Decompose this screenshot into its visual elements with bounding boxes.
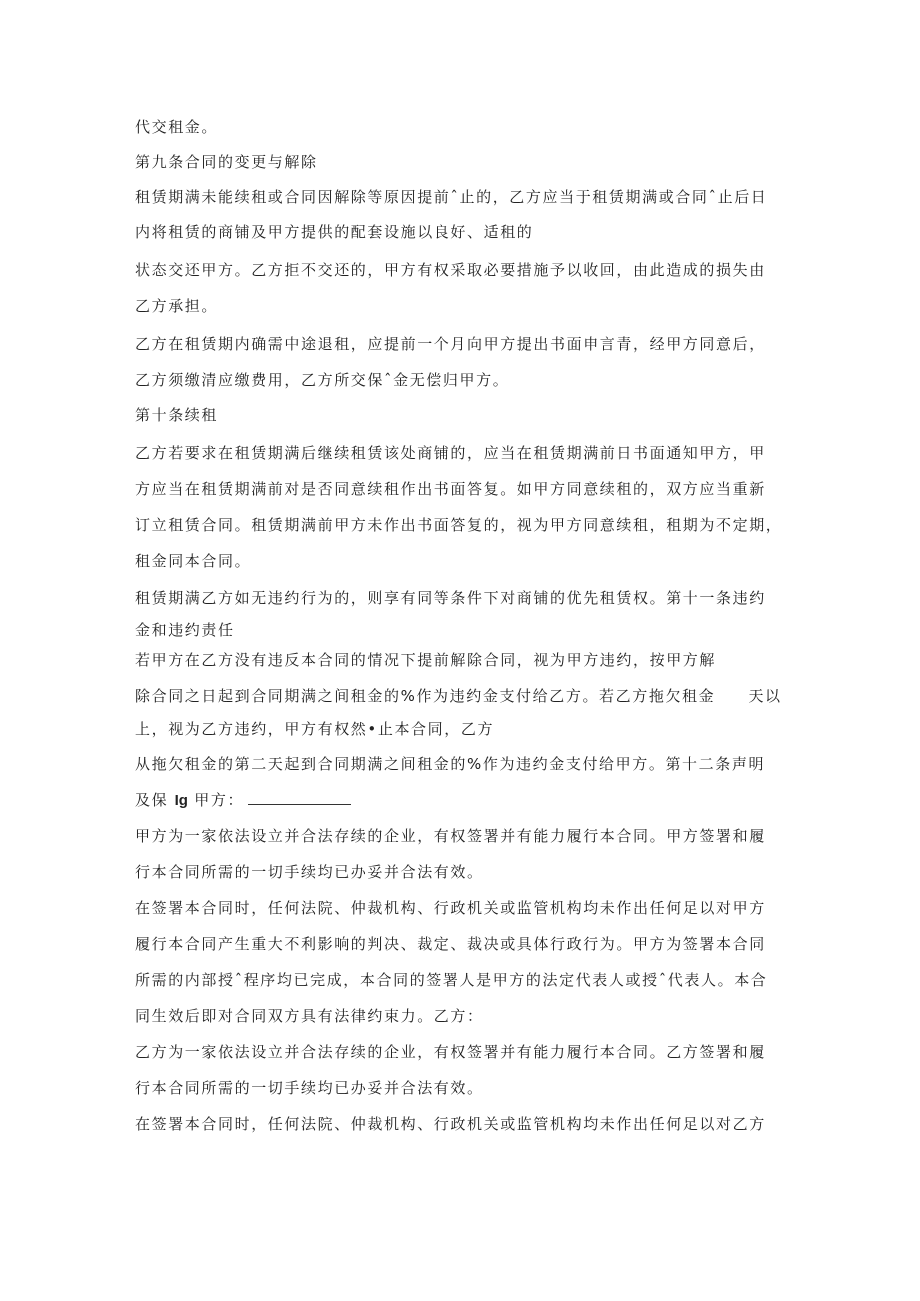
text-line-7: 乙方在租赁期内确需中途退租，应提前一个月向甲方提出书面申言青，经甲方同意后， (135, 335, 766, 353)
text-line-16: 若甲方在乙方没有违反本合同的情况下提前解除合同，视为甲方违约，按甲方解 (135, 651, 717, 669)
text-line-10: 乙方若要求在租赁期满后继续租赁该处商铺的，应当在租赁期满前日书面通知甲方，甲 (135, 444, 766, 462)
text-line-28: 行本合同所需的一切手续均已办妥并合法有效。 (135, 1079, 484, 1097)
text-line-20-start: 及保 (135, 791, 169, 809)
section-heading-10: 第十条续租 (135, 406, 219, 424)
text-line-11: 方应当在租赁期满前对是否同意续租作出书面答复。如甲方同意续租的，双方应当重新 (135, 480, 766, 498)
text-line-6: 乙方承担。 (135, 297, 219, 315)
text-line-27: 乙方为一家依法设立并合法存续的企业，有权签署并有能力履行本合同。乙方签署和履 (135, 1043, 766, 1061)
text-line-25: 所需的内部授ˆ程序均已完成，本合同的签署人是甲方的法定代表人或授ˆ代表人。本合 (135, 971, 768, 989)
text-line-26: 同生效后即对合同双方具有法律约束力。乙方： (135, 1007, 484, 1025)
text-line-13: 租金同本合同。 (135, 552, 252, 570)
text-line-18: 上，视为乙方违约，甲方有权然•止本合同，乙方 (135, 720, 495, 738)
text-line-22: 行本合同所需的一切手续均已办妥并合法有效。 (135, 863, 484, 881)
text-line-23: 在签署本合同时，任何法院、仲裁机构、行政机关或监管机构均未作出任何足以对甲方 (135, 899, 766, 917)
text-line-4: 内将租赁的商铺及甲方提供的配套设施以良好、适租的 (135, 223, 534, 241)
text-line-5: 状态交还甲方。乙方拒不交还的，甲方有权采取必要措施予以收回，由此造成的损失由 (135, 261, 766, 279)
text-line-15: 金和违约责任 (135, 621, 235, 639)
text-line-29: 在签署本合同时，任何法院、仲裁机构、行政机关或监管机构均未作出任何足以对乙方 (135, 1115, 766, 1133)
text-line-20-tail: 甲方： (194, 791, 245, 809)
text-line-20 (135, 790, 351, 811)
text-line-24: 履行本合同产生重大不利影响的判决、裁定、裁决或具体行政行为。甲方为签署本合同 (135, 935, 766, 953)
text-line-17: 除合同之日起到合同期满之间租金的%作为违约金支付给乙方。若乙方拖欠租金 天以 (135, 687, 782, 705)
text-line-3: 租赁期满未能续租或合同因解除等原因提前ˆ止的，乙方应当于租赁期满或合同ˆ止后日 (135, 188, 768, 206)
signature-blank (248, 791, 351, 805)
text-line-8: 乙方须缴清应缴费用，乙方所交保ˆ金无偿归甲方。 (135, 371, 510, 389)
section-heading-9: 第九条合同的变更与解除 (135, 153, 318, 171)
text-line-20-latin: Ig (174, 792, 188, 809)
text-line-12: 订立租赁合同。租赁期满前甲方未作出书面答复的，视为甲方同意续租，租期为不定期， (135, 516, 783, 534)
text-line-1: 代交租金。 (135, 118, 219, 136)
text-line-21: 甲方为一家依法设立并合法存续的企业，有权签署并有能力履行本合同。甲方签署和履 (135, 827, 766, 845)
text-line-14: 租赁期满乙方如无违约行为的，则享有同等条件下对商铺的优先租赁权。第十一条违约 (135, 589, 766, 607)
text-line-19: 从拖欠租金的第二天起到合同期满之间租金的%作为违约金支付给甲方。第十二条声明 (135, 755, 766, 773)
